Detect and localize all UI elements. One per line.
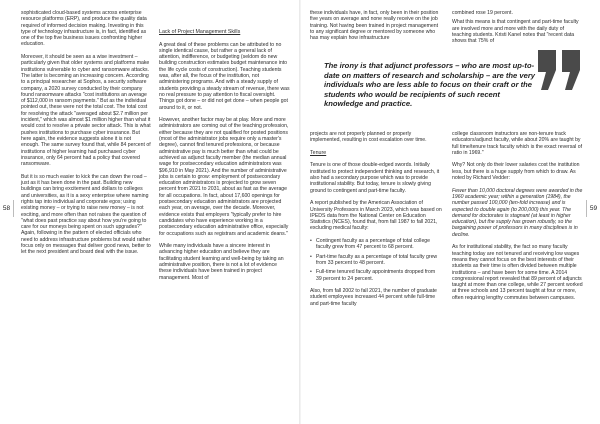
paragraph: While many individuals have a sincere interest in advancing higher education and believe they are facilitating student learning and well-being by taking an administrative position, there is not a lot of evidence these individuals have been trained in project management. Most of [159,243,284,281]
paragraph: Why? Not only do their lower salaries cost the institution less, but there is a huge supply from which to draw. As noted by Richard Vedder: [452,162,580,182]
paragraph: Moreover, it should be seen as a wise investment – particularly given that older systems and platforms make institutions vulnerable to cyber and ransomware attacks. The latter is becoming an increasing concern. According to a principal researcher at Sophos, a security software company, a 2020 survey conducted by their company found ransomware attacks "cost institutions an average of $112,000 in ransom payments." But as the individual pointed out, these were not the total cost. The total cost for resolving the attack "averaged about $2.7 million per incident," which was almost $1 million higher than what it would cost to resolve a private sector attack. This is what pushes institutions to purchase cyber insurance. But here again, the evidence suggests alone it is not enough. The same survey found that, while 84 percent of institutions of higher learning had purchased cyber insurance, only 64 percent had a policy that covered ransomware. [21,54,151,168]
quote-mark-icon [534,46,586,98]
column-2 [159,29,290,281]
paragraph: Tenure is one of those double-edged swords. Initially instituted to protect independent thinking and research, it also had a secondary purpose which was to provide institutional stability. But today, tenure is slowly giving ground to contingent and part-time faculty. [310,162,440,194]
bullet-item: • Part-time faculty as a percentage of total faculty grew from 33 percent to 48 percent. [310,253,438,266]
column-4-bottom [452,131,584,301]
paragraph: A great deal of these problems can be attributed to no single identical cause, but rather a general lack of attention, indifference, or budgeting (seldom do new building construction estimates budget maintenance into the life cycle costs of construction). Teaching students was, after all, the focus of the institution, not administering programs. And with a steady supply of students providing a steady stream of revenue, there was no real pressure to pay attention to fiscal oversight. Things got done – or did not get done – when people got around to it, or not. [159,41,290,111]
paragraph: As for institutional stability, the fact so many faculty teaching today are not tenured and receiving low wages means they cannot focus on the best interests of their students as their time is often divided between multiple institutions – and have been for some time. A 2014 congressional report revealed that 89 percent of adjuncts taught at more than one college, while 27 percent worked at three schools and 13 percent taught at four or more, often requiring lengthy commutes between campuses. [452,244,583,301]
pull-quote: The irony is that adjunct professors – who are most up-to-date on matters of research and scholarship – are the very individuals who are less able to focus on their craft or the students who would be recipients of such recent knowledge and practice. [324,61,536,109]
paragraph: However, another factor may be at play. More and more administrators are coming out of the teaching profession, either because they are not qualified for posted positions (most of the administrator jobs require only a master's degree), cannot find tenured professions, or because administrative pay is much better than what could be achieved as adjunct faculty member (the median annual wage for postsecondary education administrators was $96,910 in May 2021). And the number of administrative jobs is certain to grow: employment of postsecondary education administrators is projected to grow seven percent from 2021 to 2031, about as fast as the average for all occupations. In fact, about 17,600 openings for postsecondary education administrators are projected each year, on average, over the decade. Moreover, evidence exists that employers "typically prefer to hire candidates who have experience working in a postsecondary education administrative office, especially for occupations such as registrars and academic deans." [159,117,289,237]
paragraph: combined rose 19 percent. [452,10,513,16]
paragraph: sophisticated cloud-based systems across enterprise resource platforms (ERP), and produce the quality data required of informed decision making. Investing in this type of technology infrastructure is, in fact, identified as one of the top five business issues confronting higher education. [21,10,147,48]
column-1 [21,10,151,256]
paragraph: But it is so much easier to kick the can down the road – just as it has been done in the past. Building new buildings can bring excitement and dollars to colleges and universities, as it is a sexy enterprise where naming rights tap into individual and corporate egos; using existing money – or trying to raise new money – is not exciting, and more often than not raises the question of "what does past practice say about how you're going to care for our moneys being spent on such upgrades?" Again, following in the pattern of elected officials who need to address infrastructure problems but would rather focus only on messages that deliver good news, better to let the next president and board deal with the issue. [21,173,151,256]
paragraph: Also, from fall 2002 to fall 2021, the number of graduate student employees increased 44 percent while full-time and part-time faculty [310,288,437,307]
column-4-top [452,10,584,44]
page-spine [299,0,301,424]
page-number-right: 59 [586,200,600,217]
block-quote: Fewer than 10,000 doctoral degrees were awarded in the 1960 academic year; within a generation (1984), the number passed 100,000 (ten-fold increase) and is expected to double again (to 200,000) this year. The demand for doctorates is stagnant (at least in higher education), but the supply has grown robustly, so the bargaining power of professors in many disciplines is in decline. [452,187,583,238]
paragraph: What this means is that contingent and part-time faculty are involved more and more with the daily duty of teaching students. Kristi Kanel notes that "recent data shows that 75% of [452,19,579,45]
page-number-left: 58 [0,200,14,217]
section-heading: Tenure [310,149,327,156]
column-3-top [310,10,440,41]
paragraph: projects are not properly planned or properly implemented, resulting in cost escalation over time. [310,131,427,144]
section-heading: Lack of Project Management Skills [159,29,241,35]
column-3-bottom [310,131,442,307]
paragraph: A report published by the American Association of University Professors in March 2023, which was based on IPEDS data from the National Center on Education Statistics (NCES), found that, from fall 1987 to fall 2021, excluding medical faculty: [310,200,442,232]
paragraph: college classroom instructors are non-tenure track educators/adjunct faculty, while about 20% are taught by full time/tenure track faculty which is the exact reversal of ratio in 1969." [452,131,582,156]
paragraph: these individuals have, in fact, only been in their position five years on average and none really receive on the job training. Not having been trained in project management to any significant degree or mentored by someone who has may explain how infrastructure [310,10,439,42]
bullet-item: • Contingent faculty as a percentage of total college faculty grew from 47 percent to 68 percent. [310,238,431,251]
bullet-item: • Full-time tenured faculty appointments dropped from 39 percent to 24 percent. [310,269,436,282]
